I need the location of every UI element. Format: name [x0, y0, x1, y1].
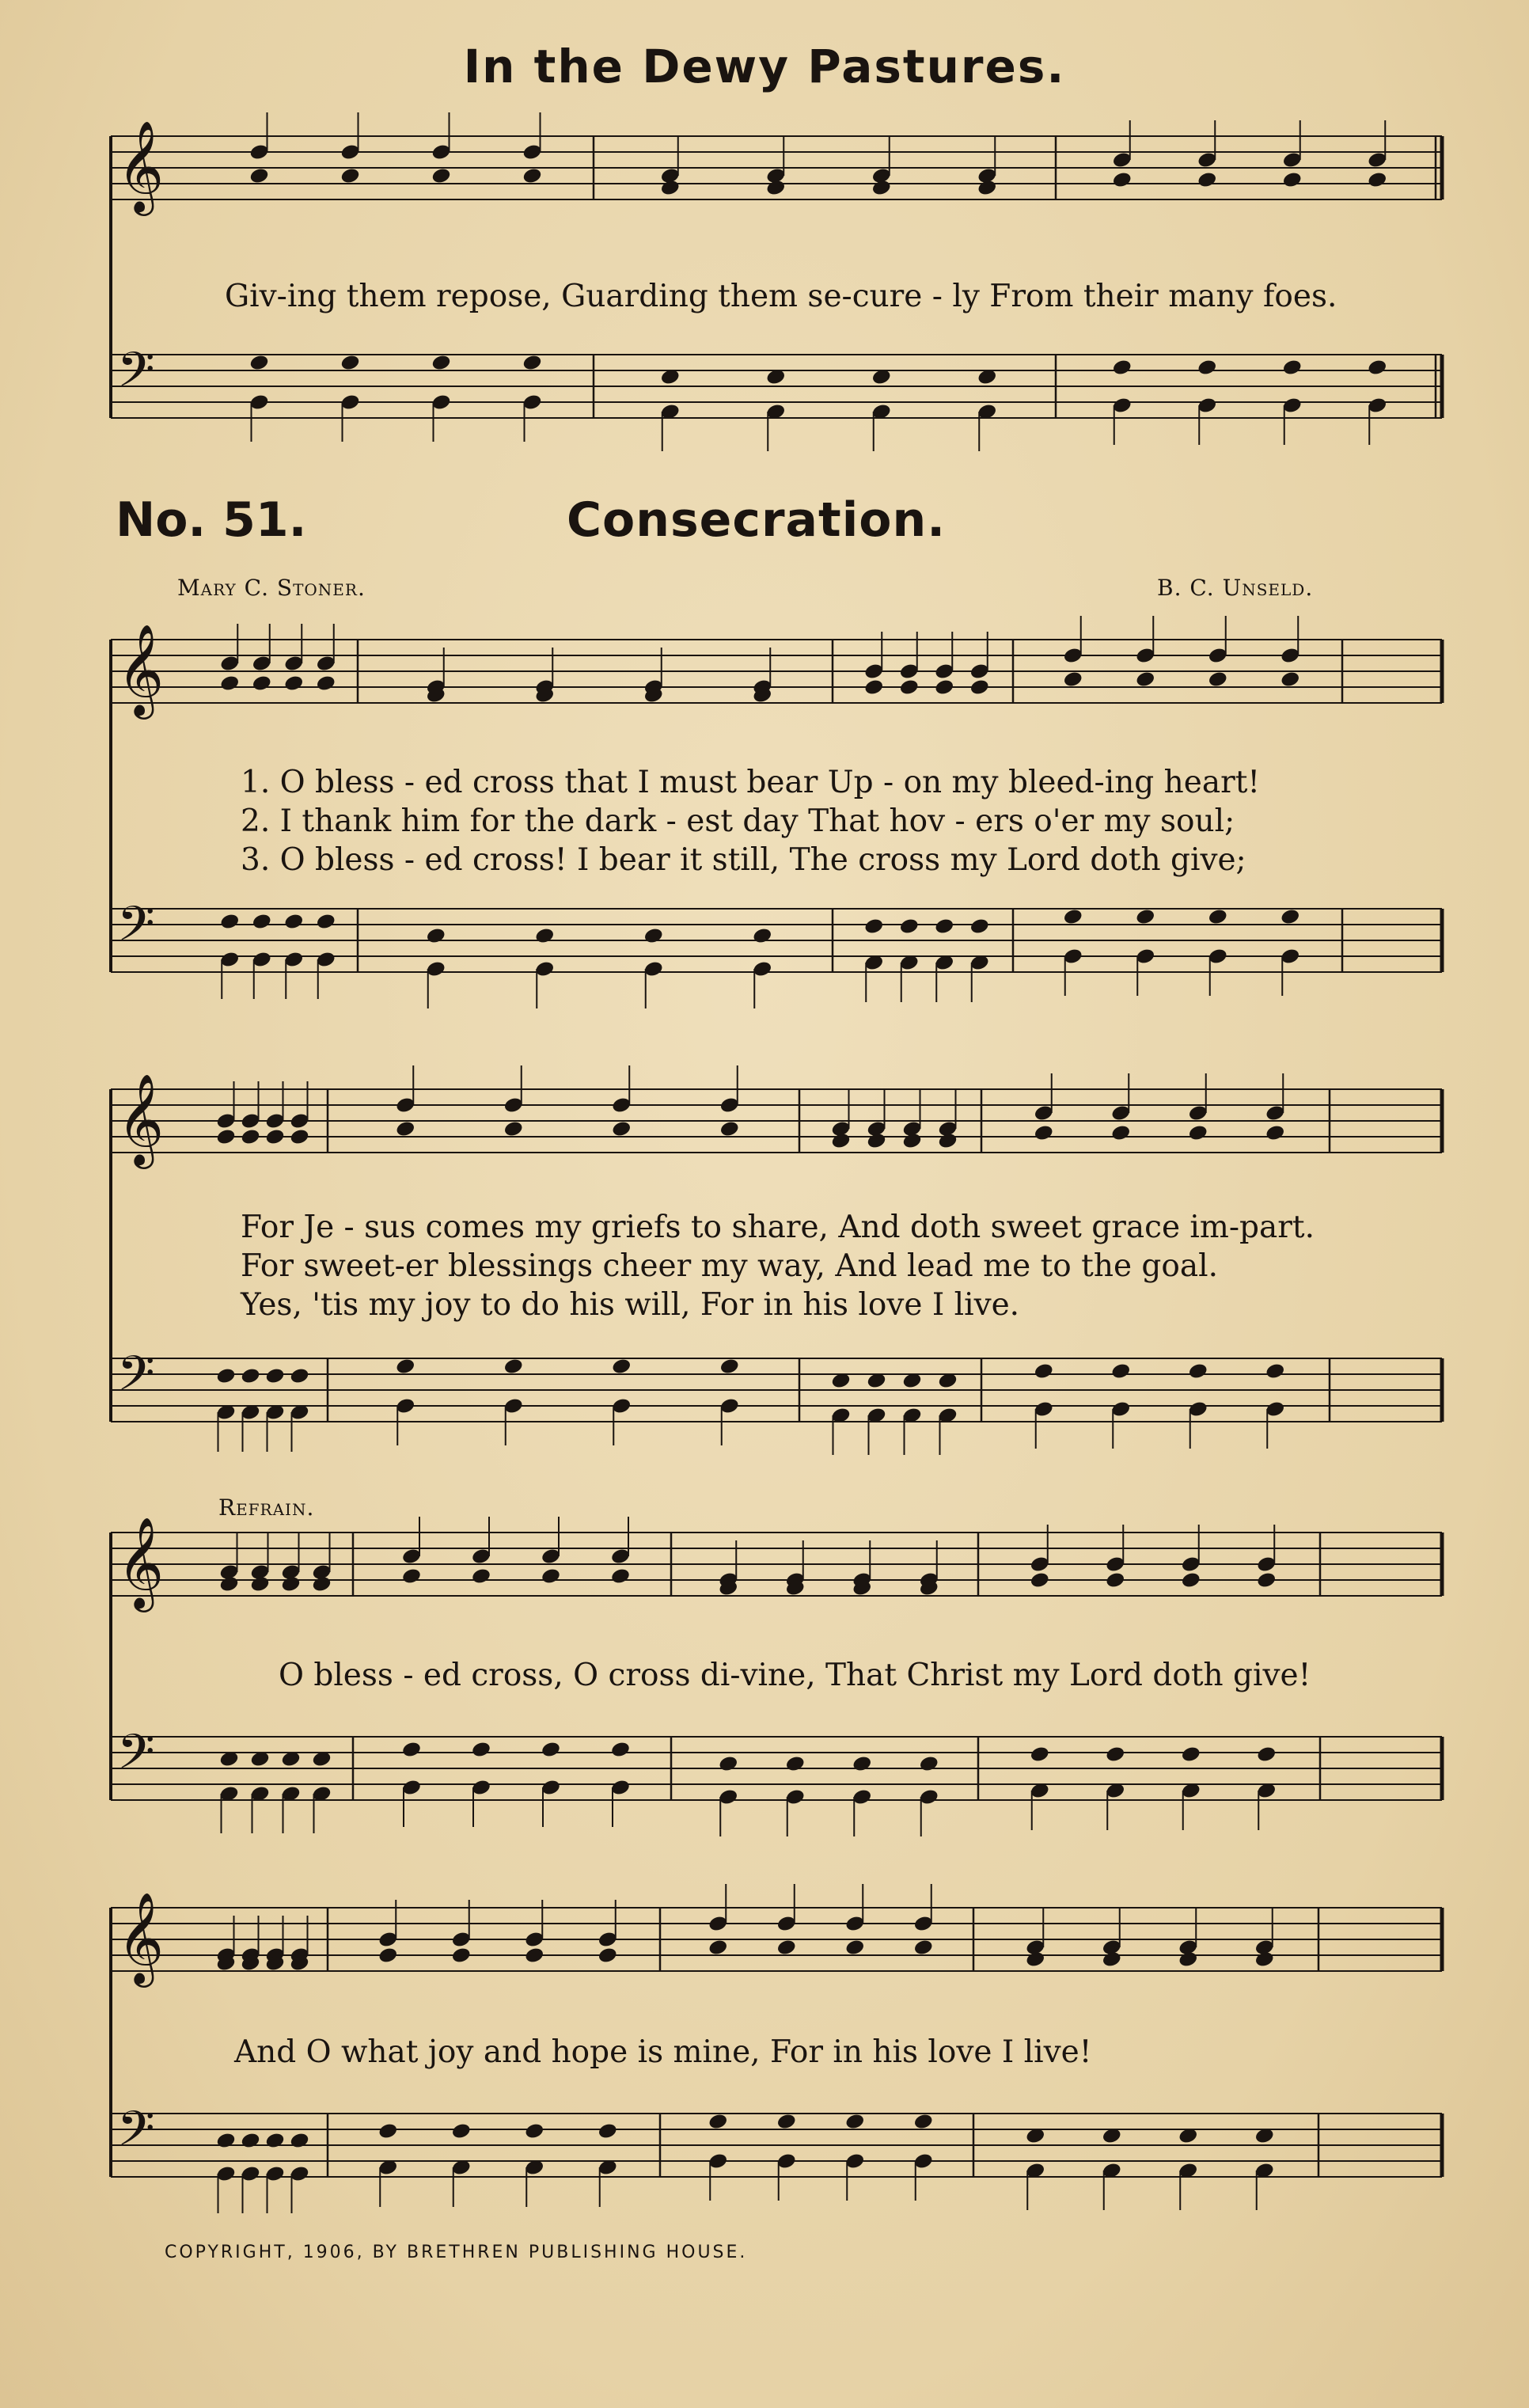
note-head [264, 1128, 285, 1146]
note-head [598, 1947, 618, 1965]
note-head [264, 1367, 285, 1385]
note-head [541, 1567, 561, 1586]
note-head [1367, 171, 1387, 189]
note-head [283, 674, 304, 693]
note-head [524, 1947, 544, 1965]
note-head [863, 678, 884, 697]
note-head [1282, 359, 1303, 377]
note-head [708, 2113, 728, 2131]
note-head [1181, 1745, 1201, 1764]
note-head [503, 1120, 524, 1138]
note-head [471, 1741, 491, 1759]
copyright-notice: COPYRIGHT, 1906, BY BRETHREN PUBLISHING HOUSE. [165, 2243, 748, 2262]
note-head [660, 179, 681, 197]
note-head [1102, 1950, 1122, 1969]
note-head [852, 1755, 872, 1773]
note-head [1208, 670, 1228, 689]
note-head [752, 927, 772, 945]
treble-clef-icon: 𝄞 [117, 120, 165, 212]
composer-credit: B. C. Unseld. [1157, 575, 1314, 601]
note-head [280, 1575, 301, 1593]
note-head [378, 1947, 398, 1965]
note-head [1030, 1571, 1050, 1590]
note-head [1178, 1950, 1198, 1969]
note-head [913, 1939, 934, 1957]
note-head [1254, 1950, 1275, 1969]
note-head [1265, 1124, 1285, 1142]
note-head [913, 2113, 934, 2131]
note-head [1181, 1571, 1201, 1590]
bass-clef-icon: 𝄢 [117, 342, 155, 410]
note-head [249, 1575, 270, 1593]
note-head [1105, 1745, 1125, 1764]
note-head [765, 179, 786, 197]
note-head [1197, 359, 1217, 377]
note-head [401, 1567, 422, 1586]
note-head [534, 927, 555, 945]
note-head [934, 678, 954, 697]
note-head [844, 2113, 865, 2131]
previous-hymn-title: In the Dewy Pastures. [463, 40, 1066, 93]
note-head [871, 179, 892, 197]
note-head [249, 354, 269, 372]
note-head [240, 1128, 260, 1146]
note-head [522, 167, 542, 185]
note-head [1367, 359, 1387, 377]
verse-1-line-1: 1. O bless - ed cross that I must bear Up - on my bleed-ing heart! [241, 765, 1261, 800]
note-head [1208, 908, 1228, 926]
note-head [901, 1132, 922, 1150]
note-head [1063, 908, 1083, 926]
note-head [240, 2132, 260, 2150]
bass-clef-icon: 𝄢 [117, 2101, 155, 2169]
note-head [378, 2122, 398, 2140]
verse-3-line-2: Yes, 'tis my joy to do his will, For in his love I live. [241, 1287, 1020, 1323]
note-head [289, 1367, 309, 1385]
treble-clef-icon: 𝄞 [117, 1891, 165, 1984]
previous-hymn-lyrics: Giv-ing them repose, Guarding them se-cure - ly From their many foes. [225, 279, 1337, 314]
note-head [541, 1741, 561, 1759]
note-head [598, 2122, 618, 2140]
bass-clef-icon: 𝄢 [117, 896, 155, 964]
note-head [451, 2122, 472, 2140]
note-head [919, 1755, 939, 1773]
lyricist-credit: Mary C. Stoner. [177, 575, 366, 601]
verse-3-line-1: 3. O bless - ed cross! I bear it still, The cross my Lord doth give; [241, 842, 1246, 878]
note-head [899, 678, 920, 697]
note-head [934, 917, 954, 936]
note-head [1135, 908, 1155, 926]
note-head [471, 1567, 491, 1586]
note-head [395, 1120, 415, 1138]
note-head [289, 1128, 309, 1146]
note-head [977, 179, 997, 197]
note-head [899, 917, 920, 936]
note-head [503, 1358, 524, 1376]
note-head [340, 354, 360, 372]
refrain-label: Refrain. [218, 1495, 315, 1521]
note-head [1280, 908, 1300, 926]
note-head [969, 678, 990, 697]
note-head [1282, 171, 1303, 189]
note-head [252, 913, 272, 931]
note-head [1188, 1362, 1208, 1381]
bass-clef-icon: 𝄢 [117, 1724, 155, 1792]
note-head [718, 1755, 738, 1773]
note-head [830, 1132, 851, 1150]
note-head [1063, 670, 1083, 689]
note-head [426, 927, 446, 945]
note-head [395, 1358, 415, 1376]
note-head [311, 1575, 332, 1593]
note-head [610, 1741, 631, 1759]
note-head [866, 1132, 886, 1150]
note-head [611, 1120, 632, 1138]
note-head [401, 1741, 422, 1759]
note-head [719, 1120, 740, 1138]
note-head [215, 2132, 236, 2150]
note-head [1110, 1362, 1131, 1381]
note-head [643, 927, 664, 945]
hymn-title: Consecration. [567, 492, 946, 548]
note-head [1110, 1124, 1131, 1142]
note-head [215, 1128, 236, 1146]
note-head [218, 1575, 239, 1593]
note-head [776, 2113, 797, 2131]
note-head [283, 913, 304, 931]
note-head [776, 1939, 797, 1957]
note-head [1265, 1362, 1285, 1381]
note-head [1197, 171, 1217, 189]
note-head [1256, 1571, 1277, 1590]
note-head [1280, 670, 1300, 689]
note-head [1188, 1124, 1208, 1142]
note-head [1135, 670, 1155, 689]
note-head [215, 1367, 236, 1385]
treble-clef-icon: 𝄞 [117, 1073, 165, 1165]
verse-2-line-1: 2. I thank him for the dark - est day That hov - ers o'er my soul; [241, 803, 1235, 839]
hymn-number: No. 51. [116, 492, 307, 548]
treble-clef-icon: 𝄞 [117, 1516, 165, 1608]
note-head [252, 674, 272, 693]
note-head [240, 1367, 260, 1385]
note-head [719, 1358, 740, 1376]
note-head [431, 354, 451, 372]
note-head [219, 674, 240, 693]
refrain-line-2: And O what joy and hope is mine, For in his love I live! [234, 2034, 1092, 2070]
note-head [611, 1358, 632, 1376]
refrain-line-1: O bless - ed cross, O cross di-vine, That Christ my Lord doth give! [279, 1658, 1311, 1693]
bass-clef-icon: 𝄢 [117, 1346, 155, 1414]
note-head [1105, 1571, 1125, 1590]
note-head [1256, 1745, 1277, 1764]
note-head [937, 1132, 958, 1150]
note-head [1030, 1745, 1050, 1764]
note-head [524, 2122, 544, 2140]
note-head [522, 354, 542, 372]
note-head [1025, 1950, 1045, 1969]
note-head [340, 167, 360, 185]
verse-2-line-2: For sweet-er blessings cheer my way, And lead me to the goal. [241, 1248, 1218, 1284]
note-head [1034, 1124, 1054, 1142]
note-head [610, 1567, 631, 1586]
note-head [969, 917, 990, 936]
note-head [219, 913, 240, 931]
note-head [431, 167, 451, 185]
verse-1-line-2: For Je - sus comes my griefs to share, And doth sweet grace im-part. [241, 1210, 1315, 1245]
note-head [316, 674, 336, 693]
note-head [1112, 171, 1133, 189]
note-head [249, 167, 269, 185]
note-head [1112, 359, 1133, 377]
note-head [264, 2132, 285, 2150]
note-head [708, 1939, 728, 1957]
note-head [1034, 1362, 1054, 1381]
note-head [844, 1939, 865, 1957]
note-head [451, 1947, 472, 1965]
note-head [785, 1755, 806, 1773]
note-head [863, 917, 884, 936]
note-head [316, 913, 336, 931]
note-head [289, 2132, 309, 2150]
treble-clef-icon: 𝄞 [117, 623, 165, 716]
